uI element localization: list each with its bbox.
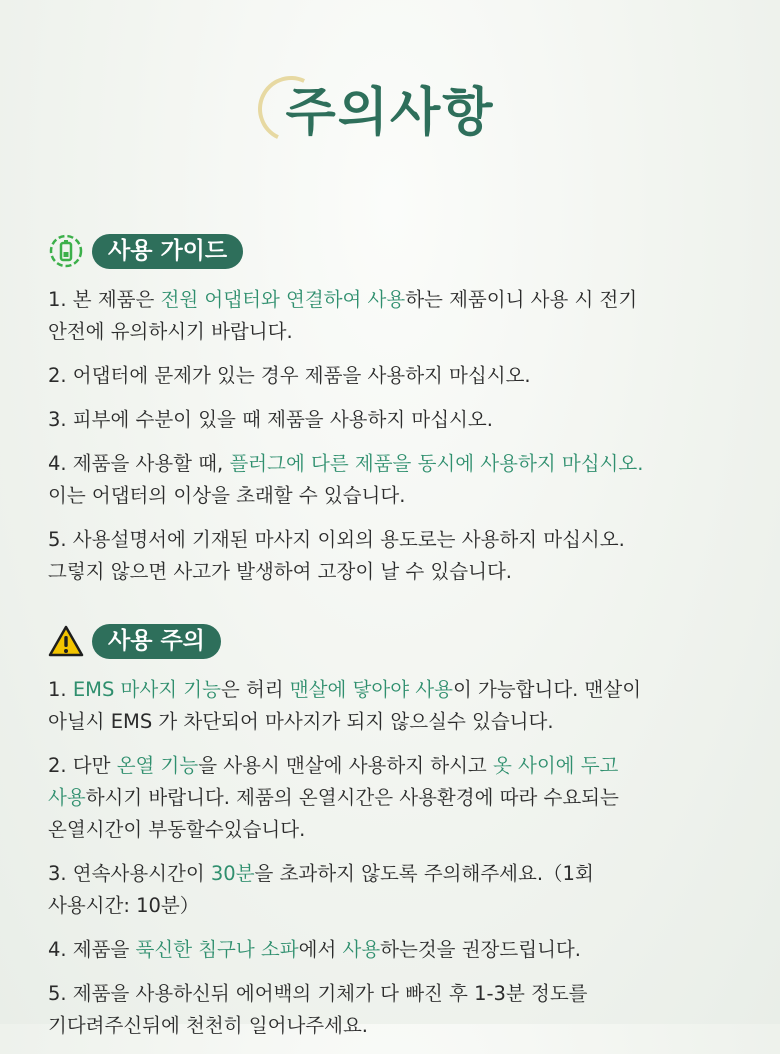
text-line <box>48 524 738 556</box>
highlight-text: 플러그에 다른 제품을 동시에 사용하지 마십시오. <box>229 452 644 475</box>
highlight-text: 사용 <box>48 786 86 809</box>
text-line <box>48 1010 738 1042</box>
usage-guide-list <box>48 284 738 588</box>
body-text: 을 사용시 맨살에 사용하지 하시고 <box>198 754 493 777</box>
text-line <box>48 284 738 316</box>
usage-caution-badge: 사용 주의 <box>92 624 221 659</box>
body-text: 2. 다만 <box>48 754 117 777</box>
body-text: 이 가능합니다. 맨살이 <box>452 678 642 701</box>
body-text: 을 초과하지 않도록 주의해주세요.（1회 <box>254 862 594 885</box>
page-title: 주의사항 <box>285 83 495 143</box>
body-text: 4. 제품을 사용할 때, <box>48 452 230 475</box>
highlight-text: EMS 마사지 기능 <box>72 678 221 701</box>
body-text: 3. 피부에 수분이 있을 때 제품을 사용하지 마십시오. <box>48 408 493 431</box>
highlight-text: 전원 어댑터와 연결하여 사용 <box>160 288 406 311</box>
guide-item-3 <box>48 404 738 436</box>
body-text: 하는것을 권장드립니다. <box>380 938 581 961</box>
guide-item-2 <box>48 360 738 392</box>
usage-caution-section <box>48 622 738 1054</box>
text-line <box>48 448 738 480</box>
guide-item-5 <box>48 524 738 588</box>
body-text: 1. 본 제품은 <box>48 288 161 311</box>
usage-guide-section <box>48 232 738 600</box>
text-line <box>48 316 738 348</box>
text-line <box>48 750 738 782</box>
body-text: 온열시간이 부동할수있습니다. <box>48 818 306 841</box>
caution-item-2 <box>48 750 738 846</box>
highlight-text: 옷 사이에 두고 <box>492 754 619 777</box>
body-text: 1. <box>48 678 73 701</box>
body-text: 안전에 유의하시기 바랍니다. <box>48 320 293 343</box>
body-text: 5. 사용설명서에 기재된 마사지 이외의 용도로는 사용하지 마십시오. <box>48 528 625 551</box>
guide-item-4 <box>48 448 738 512</box>
text-line <box>48 674 738 706</box>
highlight-text: 사용 <box>342 938 381 961</box>
text-line <box>48 814 738 846</box>
caution-item-3 <box>48 858 738 922</box>
body-text: 하시기 바랍니다. 제품의 온열시간은 사용환경에 따라 수요되는 <box>85 786 619 809</box>
text-line <box>48 978 738 1010</box>
highlight-text: 맨살에 닿아야 사용 <box>289 678 453 701</box>
body-text: 2. 어댑터에 문제가 있는 경우 제품을 사용하지 마십시오. <box>48 364 531 387</box>
body-text: 5. 제품을 사용하신뒤 에어백의 기체가 다 빠진 후 1-3분 정도를 <box>48 982 588 1005</box>
body-text: 사용시간: 10분） <box>48 894 200 917</box>
body-text: 3. 연속사용시간이 <box>48 862 211 885</box>
highlight-text: 30분 <box>210 862 255 885</box>
text-line <box>48 404 738 436</box>
body-text: 이는 어댑터의 이상을 초래할 수 있습니다. <box>48 484 406 507</box>
body-text: 4. 제품을 <box>48 938 136 961</box>
body-text: 아닐시 EMS 가 차단되어 마사지가 되지 않으실수 있습니다. <box>48 710 554 733</box>
text-line <box>48 858 738 890</box>
caution-item-5 <box>48 978 738 1042</box>
usage-guide-header <box>48 232 738 270</box>
highlight-text: 온열 기능 <box>116 754 199 777</box>
caution-item-4 <box>48 934 738 966</box>
text-line <box>48 782 738 814</box>
warning-icon <box>48 623 84 659</box>
caution-item-1 <box>48 674 738 738</box>
body-text: 은 허리 <box>220 678 290 701</box>
text-line <box>48 360 738 392</box>
title-area <box>0 70 780 145</box>
usage-caution-list <box>48 674 738 1042</box>
text-line <box>48 934 738 966</box>
guide-item-1 <box>48 284 738 348</box>
body-text: 하는 제품이니 사용 시 전기 <box>405 288 638 311</box>
text-line <box>48 556 738 588</box>
body-text: 그렇지 않으면 사고가 발생하여 고장이 날 수 있습니다. <box>48 560 513 583</box>
battery-plug-icon <box>48 233 84 269</box>
text-line <box>48 706 738 738</box>
highlight-text: 푹신한 침구나 소파 <box>135 938 299 961</box>
body-text: 기다려주신뒤에 천천히 일어나주세요. <box>48 1014 368 1037</box>
text-line <box>48 890 738 922</box>
body-text: 에서 <box>298 938 343 961</box>
usage-guide-badge: 사용 가이드 <box>92 234 243 269</box>
usage-caution-header <box>48 622 738 660</box>
text-line <box>48 480 738 512</box>
